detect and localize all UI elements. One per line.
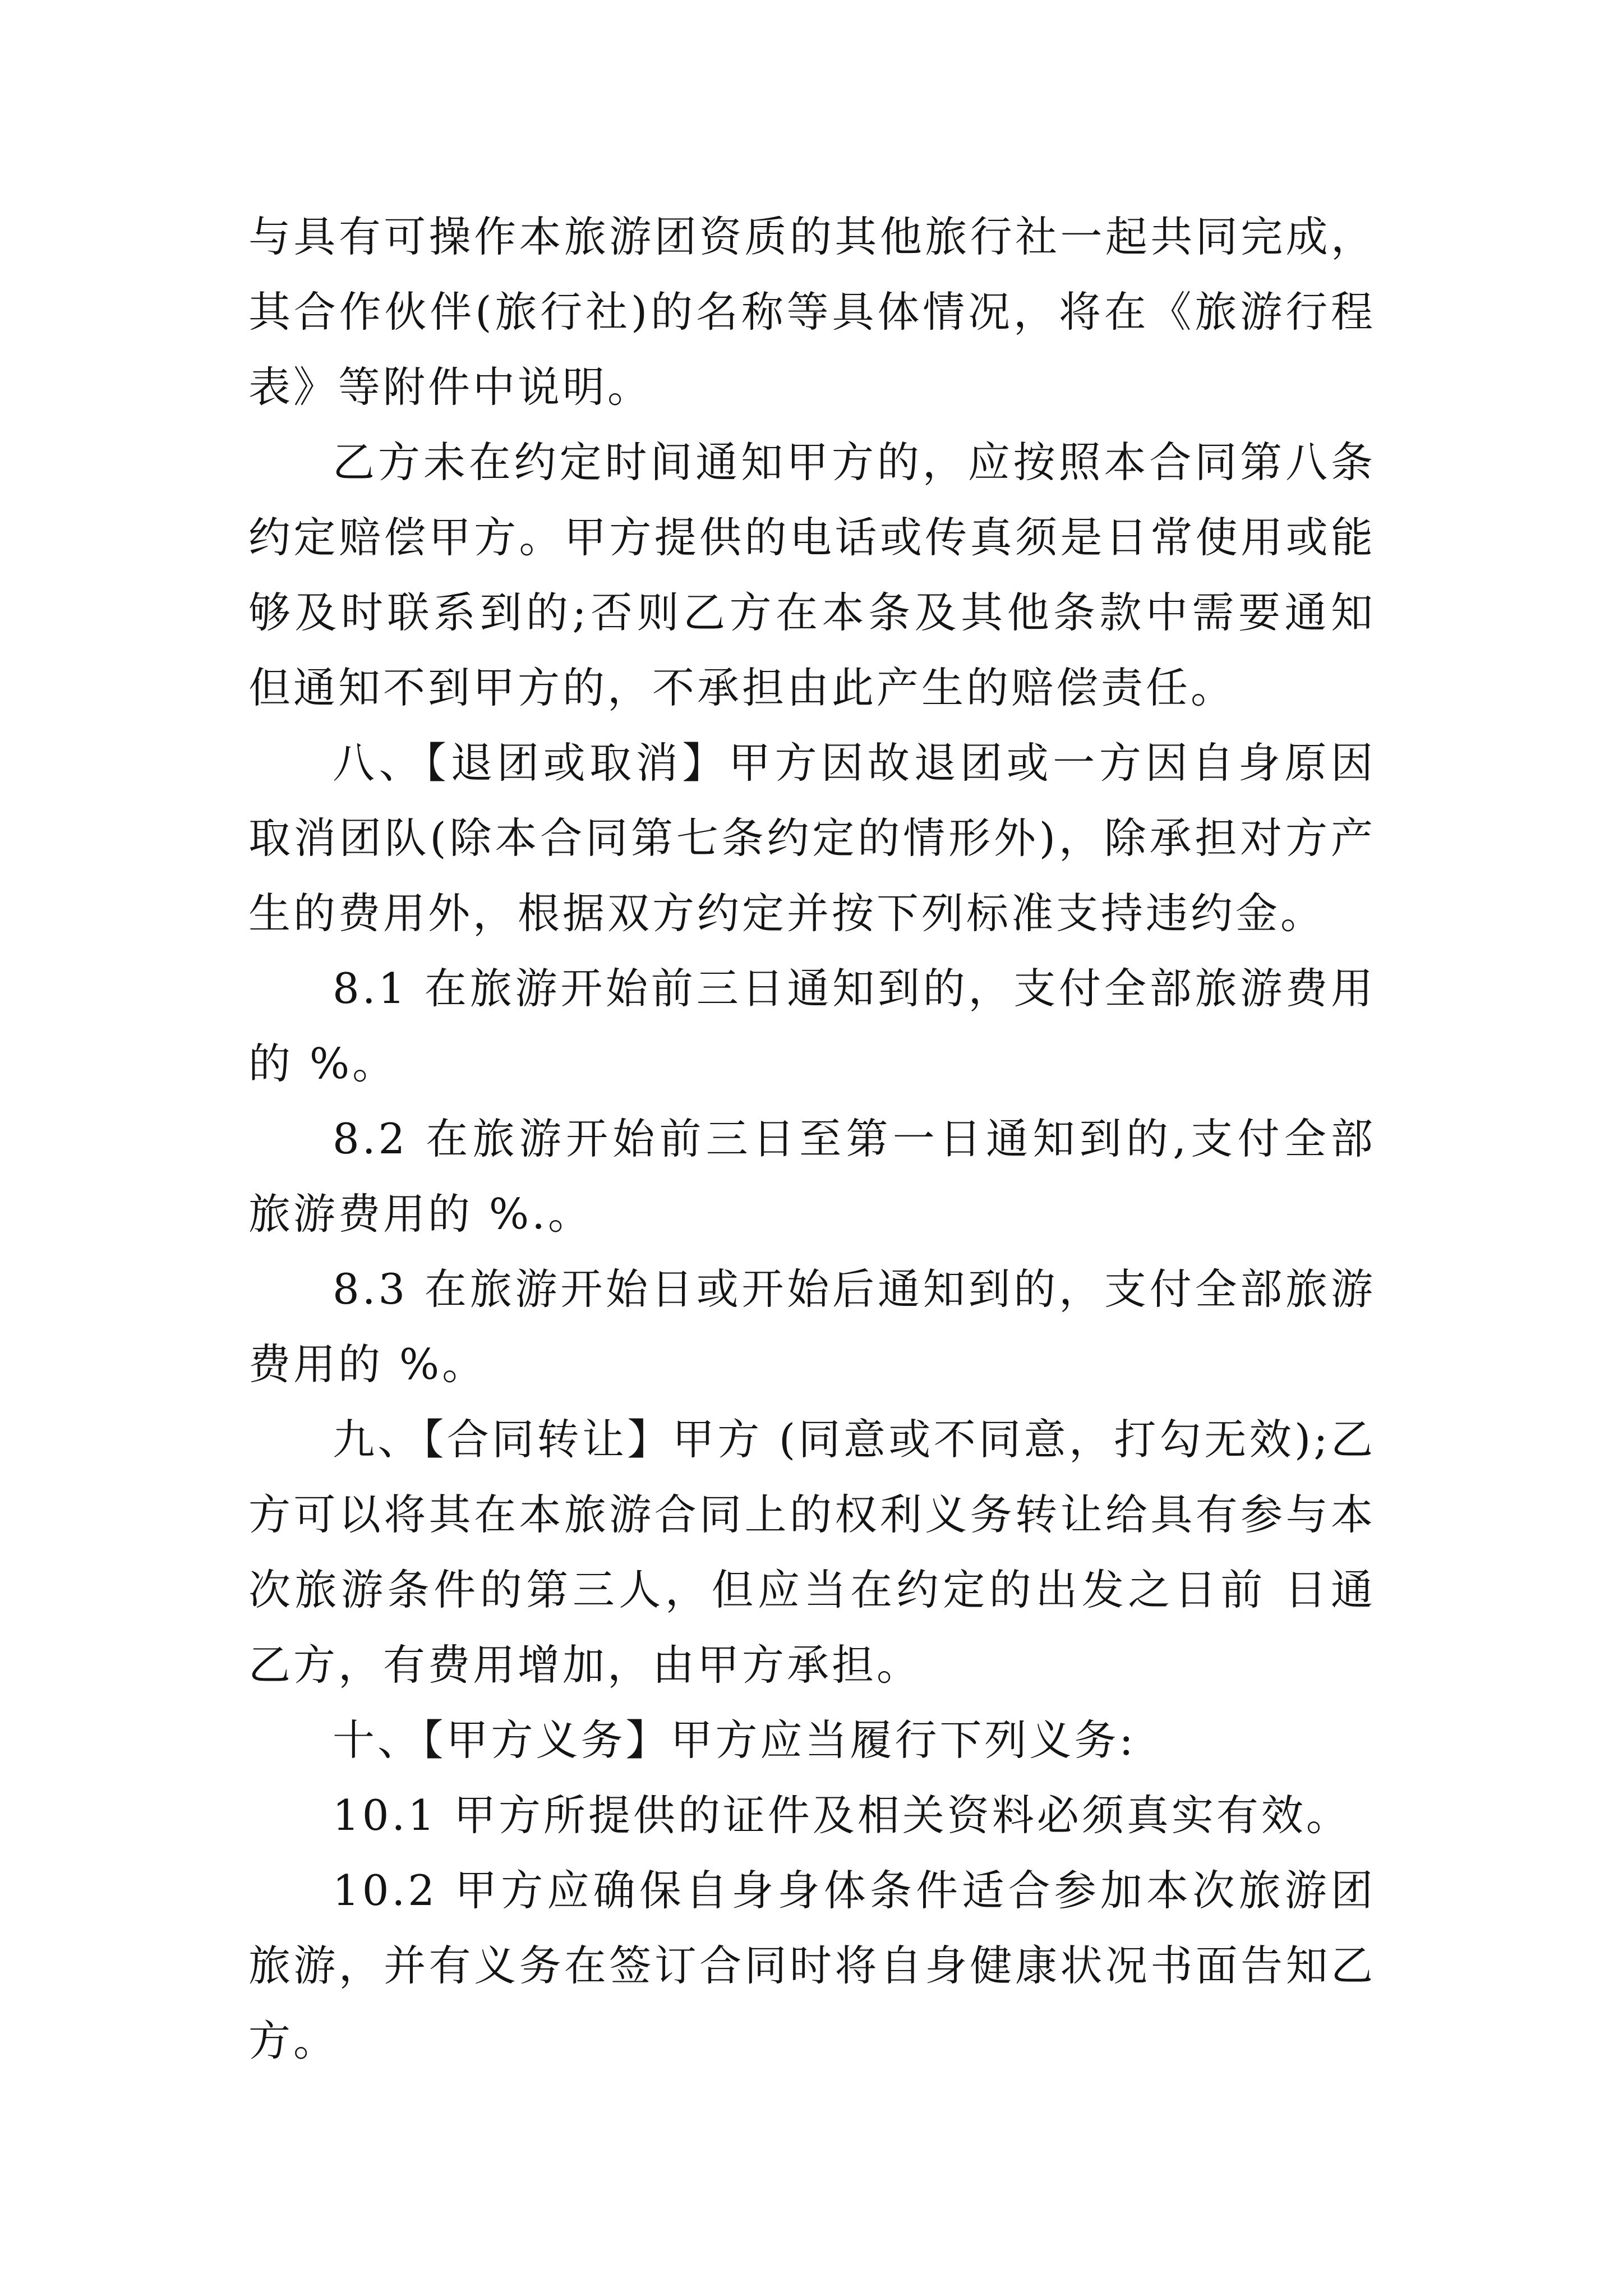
paragraph-clause-10-2: 10.2 甲方应确保自身身体条件适合参加本次旅游团旅游，并有义务在签订合同时将自身健康状况书面告知乙方。 [248,1866,1376,2065]
paragraph-clause-8-1: 8.1 在旅游开始前三日通知到的，支付全部旅游费用的 %。 [248,964,1376,1088]
paragraph-clause-9-transfer: 九、【合同转让】甲方 (同意或不同意，打勾无效);乙方可以将其在本旅游合同上的权利义务转让给具有参与本次旅游条件的第三人，但应当在约定的出发之日前 日通乙方，有费用增加，由甲方承担。 [248,1415,1376,1690]
paragraph-clause-8-3: 8.3 在旅游开始日或开始后通知到的，支付全部旅游费用的 %。 [248,1264,1376,1389]
document-body [248,199,1376,2078]
paragraph-clause-8-cancellation: 八、【退团或取消】甲方因故退团或一方因自身原因取消团队(除本合同第七条约定的情形外)，除承担对方产生的费用外，根据双方约定并按下列标准支持违约金。 [248,738,1376,938]
paragraph-clause-8-2: 8.2 在旅游开始前三日至第一日通知到的,支付全部旅游费用的 %.。 [248,1114,1376,1239]
paragraph-clause-10-1: 10.1 甲方所提供的证件及相关资料必须真实有效。 [333,1791,1351,1840]
paragraph-clause-10-obligations: 十、【甲方义务】甲方应当履行下列义务: [333,1715,1136,1765]
paragraph-notification-liability: 乙方未在约定时间通知甲方的，应按照本合同第八条约定赔偿甲方。甲方提供的电话或传真须是日常使用或能够及时联系到的;否则乙方在本条及其他条款中需要通知但通知不到甲方的，不承担由此产生的赔偿责任。 [248,438,1376,712]
paragraph-partner-agencies: 与具有可操作本旅游团资质的其他旅行社一起共同完成，其合作伙伴(旅行社)的名称等具体情况，将在《旅游行程表》等附件中说明。 [248,212,1376,412]
